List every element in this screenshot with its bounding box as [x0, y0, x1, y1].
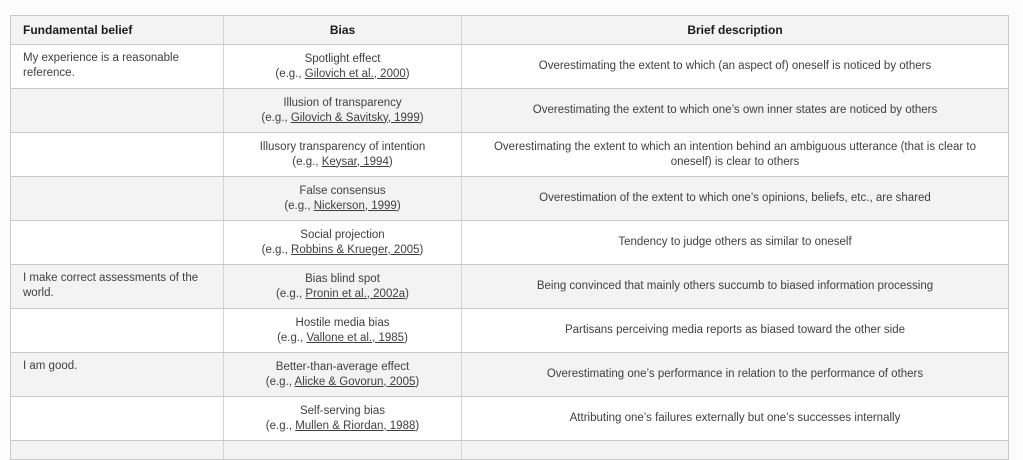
bias-cell: [223, 397, 461, 440]
bias-name: Illusion of transparency: [283, 96, 402, 109]
belief-cell: My experience is a reasonable reference.: [23, 52, 179, 79]
description-cell: Overestimating the extent to which (an aspect of) oneself is noticed by others: [461, 45, 1008, 88]
citation-link[interactable]: Robbins & Krueger, 2005: [291, 243, 420, 256]
citation-link[interactable]: Gilovich & Savitsky, 1999: [290, 111, 420, 124]
citation-link[interactable]: Keysar, 1994: [321, 155, 389, 168]
bias-cell: [223, 353, 461, 396]
belief-cell: I make correct assessments of the world.: [23, 272, 199, 299]
citation-link[interactable]: Alicke & Govorun, 2005: [294, 375, 416, 388]
bias-citation: (e.g., Alicke & Govorun, 2005): [265, 375, 420, 388]
belief-cell: [11, 133, 223, 176]
bias-cell: [223, 177, 461, 220]
bias-cell: [223, 441, 461, 460]
description-cell: [461, 441, 1008, 460]
belief-cell: [11, 89, 223, 132]
belief-cell: [11, 221, 223, 264]
column-header-bias: Bias: [223, 16, 461, 44]
description-cell: Overestimating the extent to which one’s own inner states are noticed by others: [461, 89, 1008, 132]
bias-name: Social projection: [300, 228, 385, 241]
citation-link[interactable]: Gilovich et al., 2000: [304, 67, 406, 80]
bias-citation: (e.g., Gilovich & Savitsky, 1999): [261, 111, 424, 124]
bias-name: Self-serving bias: [299, 404, 385, 417]
description-cell: Attributing one’s failures externally but one’s successes internally: [461, 397, 1008, 440]
bias-name: Bias blind spot: [305, 272, 380, 285]
bias-cell: [223, 45, 461, 88]
bias-name: Illusory transparency of intention: [259, 140, 426, 153]
belief-cell: [11, 177, 223, 220]
bias-name: False consensus: [299, 184, 386, 197]
bias-citation: (e.g., Nickerson, 1999): [284, 199, 401, 212]
belief-cell: [11, 397, 223, 440]
bias-citation: (e.g., Mullen & Riordan, 1988): [265, 419, 420, 432]
description-cell: Partisans perceiving media reports as biased toward the other side: [461, 309, 1008, 352]
bias-citation: (e.g., Robbins & Krueger, 2005): [261, 243, 424, 256]
table-row: [11, 89, 1008, 133]
bias-cell: [223, 133, 461, 176]
bias-citation: (e.g., Vallone et al., 1985): [277, 331, 408, 344]
citation-link[interactable]: Nickerson, 1999: [313, 199, 397, 212]
belief-cell: I am good.: [23, 360, 78, 372]
description-cell: Overestimating one’s performance in relation to the performance of others: [461, 353, 1008, 396]
bias-name: Better-than-average effect: [275, 360, 410, 373]
description-cell: Overestimating the extent to which an intention behind an ambiguous utterance (that is clear to oneself) is clear to others: [461, 133, 1008, 176]
description-cell: Being convinced that mainly others succumb to biased information processing: [461, 265, 1008, 308]
citation-link[interactable]: Mullen & Riordan, 1988: [295, 419, 416, 432]
table-body: [11, 45, 1008, 460]
table-row-partial: [11, 441, 1008, 460]
table-row: [11, 265, 1008, 309]
belief-cell: [11, 441, 223, 460]
column-header-brief-description: Brief description: [461, 16, 1008, 44]
table-row: [11, 177, 1008, 221]
table-header-row: [11, 16, 1008, 45]
bias-citation: (e.g., Gilovich et al., 2000): [275, 67, 410, 80]
table-row: [11, 397, 1008, 441]
column-header-fundamental-belief: Fundamental belief: [23, 22, 133, 37]
bias-citation: (e.g., Keysar, 1994): [292, 155, 393, 168]
table-row: [11, 309, 1008, 353]
belief-cell: [11, 309, 223, 352]
bias-cell: [223, 265, 461, 308]
table-row: [11, 221, 1008, 265]
bias-cell: [223, 221, 461, 264]
description-cell: Tendency to judge others as similar to oneself: [461, 221, 1008, 264]
bias-cell: [223, 309, 461, 352]
bias-name: Hostile media bias: [295, 316, 390, 329]
table-row: [11, 45, 1008, 89]
citation-link[interactable]: Vallone et al., 1985: [306, 331, 405, 344]
bias-citation: (e.g., Pronin et al., 2002a): [276, 287, 409, 300]
description-cell: Overestimation of the extent to which one’s opinions, beliefs, etc., are shared: [461, 177, 1008, 220]
bias-cell: [223, 89, 461, 132]
biases-table: [10, 15, 1009, 460]
citation-link[interactable]: Pronin et al., 2002a: [305, 287, 406, 300]
table-row: [11, 353, 1008, 397]
table-row: [11, 133, 1008, 177]
bias-name: Spotlight effect: [304, 52, 381, 65]
